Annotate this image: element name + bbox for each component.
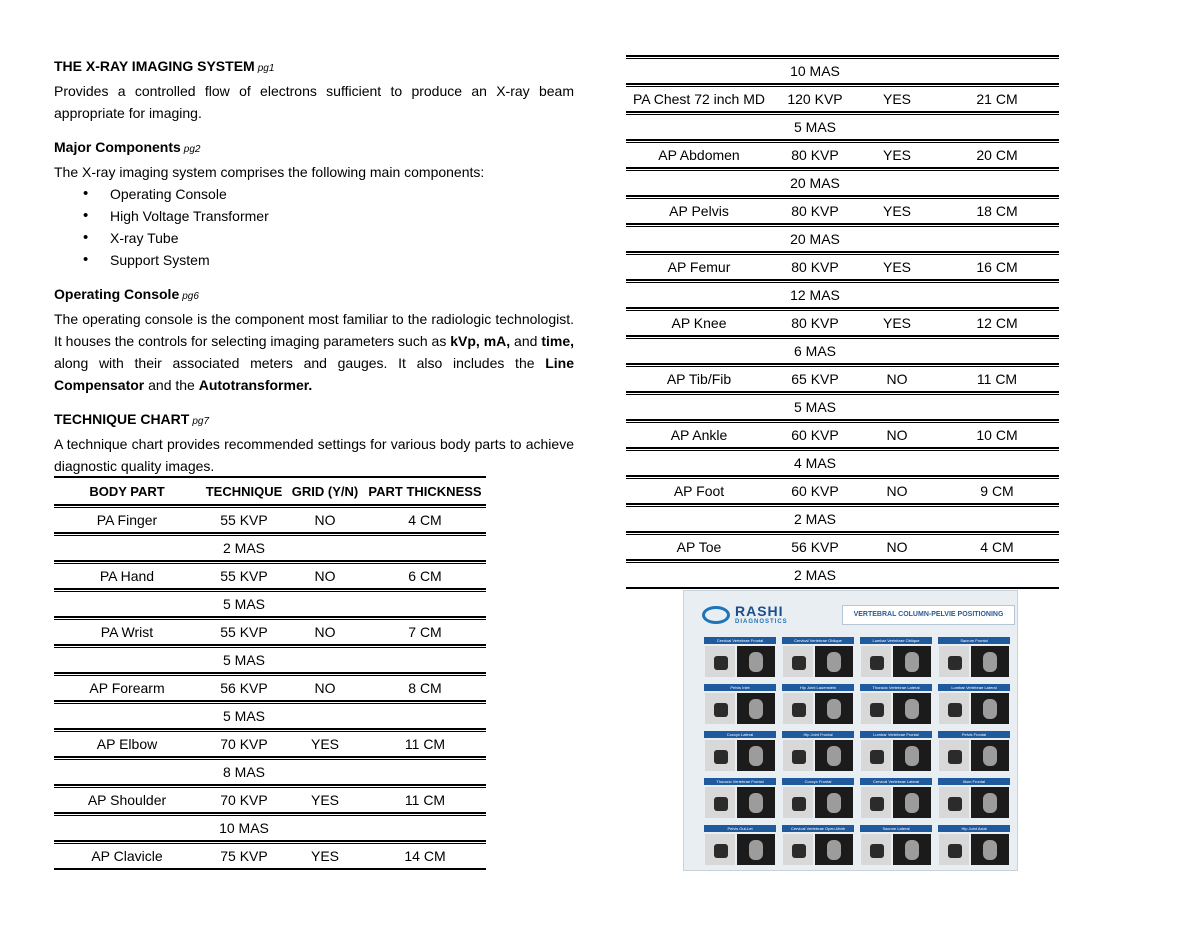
section-body <box>54 308 574 396</box>
positioning-photo <box>939 740 969 771</box>
thumbnail-label: Sacrum Frontal <box>938 637 1010 644</box>
table-row <box>54 646 486 674</box>
technique-cell: 55 KVP <box>220 512 268 528</box>
poster-thumbnail <box>782 637 854 679</box>
thickness-cell: 10 CM <box>976 427 1018 443</box>
thumbnail-label: Pelvis Out-Let <box>704 825 776 832</box>
positioning-photo <box>705 834 735 865</box>
positioning-photo <box>861 834 891 865</box>
technique-cell: 65 KVP <box>791 371 839 387</box>
thumbnail-label: Pelvis Frontal <box>938 731 1010 738</box>
xray-photo <box>815 646 853 677</box>
section-body: Provides a controlled flow of electrons sufficient to produce an X-ray beam appropriate for imaging. <box>54 83 574 121</box>
thickness-cell: 14 CM <box>404 848 446 864</box>
technique-cell: 2 MAS <box>793 567 836 583</box>
page-ref: pg2 <box>183 144 201 155</box>
section-title: THE X-RAY IMAGING SYSTEM <box>54 58 255 74</box>
table-row <box>626 477 1059 505</box>
technique-cell: 10 MAS <box>790 63 840 79</box>
xray-photo <box>971 646 1009 677</box>
xray-photo <box>815 787 853 818</box>
technique-cell: 56 KVP <box>220 680 268 696</box>
section-operating-console <box>54 283 574 396</box>
table-row <box>54 758 486 786</box>
thumbnail-label: Hip Joint Axial <box>938 825 1010 832</box>
thumbnail-label: Thoracic Vertebrae Frontal <box>704 778 776 785</box>
table-row <box>626 561 1059 589</box>
list-item: • Operating Console <box>54 183 574 205</box>
table-rule <box>626 587 1059 589</box>
poster-thumbnail <box>704 825 776 867</box>
grid-cell: NO <box>886 539 908 555</box>
xray-photo <box>737 834 775 865</box>
xray-photo <box>971 834 1009 865</box>
thickness-cell: 11 CM <box>404 792 446 808</box>
table-row <box>626 421 1059 449</box>
body-part-cell: AP Pelvis <box>669 203 729 219</box>
thumbnail-label: Cervical Vertebrae Open-Moth <box>782 825 854 832</box>
technique-cell: 10 MAS <box>219 820 269 836</box>
grid-cell: NO <box>314 624 336 640</box>
xray-photo <box>893 740 931 771</box>
technique-cell: 20 MAS <box>790 175 840 191</box>
technique-cell: 80 KVP <box>791 147 839 163</box>
body-part-cell: PA Chest 72 inch MD <box>632 91 766 107</box>
thumbnail-label: Ilium Frontal <box>938 778 1010 785</box>
thickness-cell: 20 CM <box>976 147 1018 163</box>
xray-photo <box>971 787 1009 818</box>
xray-photo <box>815 740 853 771</box>
poster-thumbnail <box>860 684 932 726</box>
poster-thumbnail <box>704 684 776 726</box>
technique-cell: 70 KVP <box>220 792 268 808</box>
technique-cell: 55 KVP <box>220 624 268 640</box>
xray-photo <box>971 740 1009 771</box>
table-row <box>54 814 486 842</box>
bold-term: time, <box>541 333 575 349</box>
grid-cell: NO <box>886 427 908 443</box>
xray-photo <box>737 646 775 677</box>
table-row <box>626 449 1059 477</box>
technique-cell: 60 KVP <box>791 427 839 443</box>
grid-cell: YES <box>882 147 911 163</box>
table-row <box>54 618 486 646</box>
thumbnail-label: Lumbar Vertebrae Frontal <box>860 731 932 738</box>
technique-cell: 2 MAS <box>222 540 265 556</box>
thickness-cell: 16 CM <box>976 259 1018 275</box>
thickness-cell: 18 CM <box>976 203 1018 219</box>
grid-cell: NO <box>314 512 336 528</box>
thickness-cell: 8 CM <box>408 680 442 696</box>
positioning-photo <box>939 787 969 818</box>
positioning-photo <box>705 740 735 771</box>
body-part-cell: PA Hand <box>99 568 155 584</box>
poster-grid <box>704 637 1010 867</box>
table-row <box>54 534 486 562</box>
body-part-cell: AP Femur <box>667 259 731 275</box>
technique-cell: 5 MAS <box>222 596 265 612</box>
positioning-photo <box>705 787 735 818</box>
poster-thumbnail <box>938 778 1010 820</box>
technique-cell: 5 MAS <box>793 399 836 415</box>
poster-thumbnail <box>860 778 932 820</box>
thumbnail-label: Hip Joint Lauenstein <box>782 684 854 691</box>
section-technique-chart <box>54 408 574 477</box>
text-column <box>54 55 574 477</box>
xray-photo <box>893 834 931 865</box>
body-part-cell: AP Ankle <box>670 427 728 443</box>
positioning-photo <box>861 787 891 818</box>
thickness-cell: 12 CM <box>976 315 1018 331</box>
xray-photo <box>971 693 1009 724</box>
poster-thumbnail <box>782 684 854 726</box>
table-row <box>54 786 486 814</box>
xray-photo <box>737 693 775 724</box>
section-major-components <box>54 136 574 271</box>
thumbnail-label: Hip Joint Frontal <box>782 731 854 738</box>
thumbnail-label: Lumbar Vertebrae Oblique <box>860 637 932 644</box>
thickness-cell: 21 CM <box>976 91 1018 107</box>
grid-cell: YES <box>310 848 339 864</box>
body-part-cell: AP Knee <box>671 315 727 331</box>
body-text: and the <box>144 377 199 393</box>
table-header: PART THICKNESS <box>368 484 482 499</box>
page-ref: pg7 <box>192 416 210 427</box>
poster-thumbnail <box>938 637 1010 679</box>
table-row <box>54 842 486 870</box>
poster-thumbnail <box>704 731 776 773</box>
technique-cell: 12 MAS <box>790 287 840 303</box>
body-text: The operating console is the component most familiar to the radiologic technologist. It houses the controls for selecting imaging parameters such as <box>54 311 574 349</box>
thumbnail-label: Coccyx Lateral <box>704 731 776 738</box>
table-row <box>626 337 1059 365</box>
logo-subtext: DIAGNOSTICS <box>735 619 788 625</box>
thumbnail-label: Cervical Vertebrae Oblique <box>782 637 854 644</box>
technique-cell: 5 MAS <box>222 652 265 668</box>
grid-cell: YES <box>882 315 911 331</box>
xray-photo <box>815 834 853 865</box>
thickness-cell: 11 CM <box>404 736 446 752</box>
table-row <box>626 169 1059 197</box>
table-row <box>626 225 1059 253</box>
table-row <box>626 309 1059 337</box>
technique-cell: 5 MAS <box>222 708 265 724</box>
positioning-photo <box>939 834 969 865</box>
table-row <box>54 730 486 758</box>
grid-cell: YES <box>882 91 911 107</box>
page-ref: pg6 <box>182 291 199 302</box>
thickness-cell: 7 CM <box>408 624 442 640</box>
body-part-cell: AP Toe <box>676 539 722 555</box>
body-part-cell: AP Shoulder <box>87 792 167 808</box>
body-part-cell: PA Finger <box>96 512 158 528</box>
body-part-cell: AP Forearm <box>89 680 165 696</box>
grid-cell: NO <box>886 371 908 387</box>
table-row <box>626 113 1059 141</box>
technique-cell: 75 KVP <box>220 848 268 864</box>
table-row <box>54 562 486 590</box>
poster-thumbnail <box>782 778 854 820</box>
grid-cell: YES <box>310 736 339 752</box>
poster-thumbnail <box>860 825 932 867</box>
xray-photo <box>893 646 931 677</box>
poster-banner: VERTEBRAL COLUMN-PELVIE POSITIONING <box>842 605 1015 625</box>
poster-thumbnail <box>938 684 1010 726</box>
positioning-photo <box>783 787 813 818</box>
section-title: TECHNIQUE CHART <box>54 411 190 427</box>
bold-term: kVp, mA, <box>450 333 511 349</box>
grid-cell: NO <box>314 568 336 584</box>
section-title: Operating Console <box>54 286 180 302</box>
section-xray-system <box>54 55 574 124</box>
xray-photo <box>737 787 775 818</box>
technique-cell: 70 KVP <box>220 736 268 752</box>
grid-cell: NO <box>886 483 908 499</box>
positioning-photo <box>861 646 891 677</box>
thumbnail-label: Pelvis Inlet <box>704 684 776 691</box>
table-row <box>626 393 1059 421</box>
table-row <box>626 197 1059 225</box>
technique-cell: 4 MAS <box>793 455 836 471</box>
table-row <box>54 590 486 618</box>
table-row <box>54 674 486 702</box>
thumbnail-label: Sacrum Lateral <box>860 825 932 832</box>
positioning-photo <box>861 740 891 771</box>
thickness-cell: 6 CM <box>408 568 442 584</box>
poster-thumbnail <box>704 778 776 820</box>
positioning-photo <box>783 693 813 724</box>
poster-thumbnail <box>938 731 1010 773</box>
positioning-photo <box>705 646 735 677</box>
table-header: BODY PART <box>89 484 165 499</box>
xray-photo <box>893 787 931 818</box>
table-row <box>626 85 1059 113</box>
body-part-cell: PA Wrist <box>100 624 154 640</box>
page-ref: pg1 <box>257 63 275 74</box>
body-part-cell: AP Tib/Fib <box>666 371 732 387</box>
technique-cell: 60 KVP <box>791 483 839 499</box>
body-part-cell: AP Foot <box>673 483 725 499</box>
thickness-cell: 4 CM <box>980 539 1014 555</box>
technique-cell: 80 KVP <box>791 259 839 275</box>
technique-cell: 2 MAS <box>793 511 836 527</box>
thumbnail-label: Coccyx Frontal <box>782 778 854 785</box>
table-row <box>626 281 1059 309</box>
body-part-cell: AP Clavicle <box>91 848 163 864</box>
table-header-row <box>54 478 486 506</box>
table-header: GRID (Y/N) <box>291 484 359 499</box>
technique-cell: 55 KVP <box>220 568 268 584</box>
technique-cell: 20 MAS <box>790 231 840 247</box>
list-item: • High Voltage Transformer <box>54 205 574 227</box>
thumbnail-label: Cervical Vertebrae Lateral <box>860 778 932 785</box>
body-text: and <box>510 333 542 349</box>
grid-cell: NO <box>314 680 336 696</box>
technique-cell: 6 MAS <box>793 343 836 359</box>
list-item: • Support System <box>54 249 574 271</box>
section-body: A technique chart provides recommended settings for various body parts to achieve diagnostic quality images. <box>54 436 574 474</box>
poster-thumbnail <box>938 825 1010 867</box>
xray-photo <box>893 693 931 724</box>
grid-cell: YES <box>882 203 911 219</box>
table-row <box>54 702 486 730</box>
poster-thumbnail <box>782 731 854 773</box>
table-row <box>626 253 1059 281</box>
positioning-photo <box>861 693 891 724</box>
thickness-cell: 4 CM <box>408 512 442 528</box>
component-list <box>54 183 574 271</box>
xray-photo <box>737 740 775 771</box>
thumbnail-label: Lumbar Vertebrae Lateral <box>938 684 1010 691</box>
poster-thumbnail <box>860 637 932 679</box>
table-row <box>626 533 1059 561</box>
positioning-photo <box>783 646 813 677</box>
positioning-poster-image <box>683 590 1018 871</box>
technique-cell: 8 MAS <box>222 764 265 780</box>
thumbnail-label: Cervical Vertebrae Frontal <box>704 637 776 644</box>
rashi-logo <box>702 603 797 629</box>
technique-cell: 56 KVP <box>791 539 839 555</box>
table-header: TECHNIQUE <box>205 484 283 499</box>
bold-term: Autotransformer. <box>198 377 313 393</box>
grid-cell: YES <box>882 259 911 275</box>
grid-cell: YES <box>310 792 339 808</box>
table-row <box>626 365 1059 393</box>
body-part-cell: AP Abdomen <box>658 147 740 163</box>
technique-cell: 80 KVP <box>791 203 839 219</box>
table-row <box>54 506 486 534</box>
bold-term: Line Compensator <box>54 355 574 393</box>
positioning-photo <box>705 693 735 724</box>
xray-photo <box>815 693 853 724</box>
section-title: Major Components <box>54 139 181 155</box>
table-row <box>626 57 1059 85</box>
poster-thumbnail <box>782 825 854 867</box>
technique-cell: 80 KVP <box>791 315 839 331</box>
positioning-photo <box>939 646 969 677</box>
thickness-cell: 11 CM <box>976 371 1018 387</box>
logo-text: RASHI <box>735 603 784 619</box>
list-item: • X-ray Tube <box>54 227 574 249</box>
thumbnail-label: Thoracic Vertebrae Lateral <box>860 684 932 691</box>
table-row <box>626 141 1059 169</box>
body-text: along with their associated meters and gauges. It also includes the <box>54 355 546 371</box>
positioning-photo <box>783 834 813 865</box>
thickness-cell: 9 CM <box>980 483 1014 499</box>
positioning-photo <box>783 740 813 771</box>
section-body: The X-ray imaging system comprises the following main components: <box>54 164 485 180</box>
poster-thumbnail <box>704 637 776 679</box>
table-rule <box>54 868 486 870</box>
technique-cell: 120 KVP <box>787 91 843 107</box>
technique-cell: 5 MAS <box>793 119 836 135</box>
table-row <box>626 505 1059 533</box>
poster-thumbnail <box>860 731 932 773</box>
body-part-cell: AP Elbow <box>96 736 158 752</box>
positioning-photo <box>939 693 969 724</box>
